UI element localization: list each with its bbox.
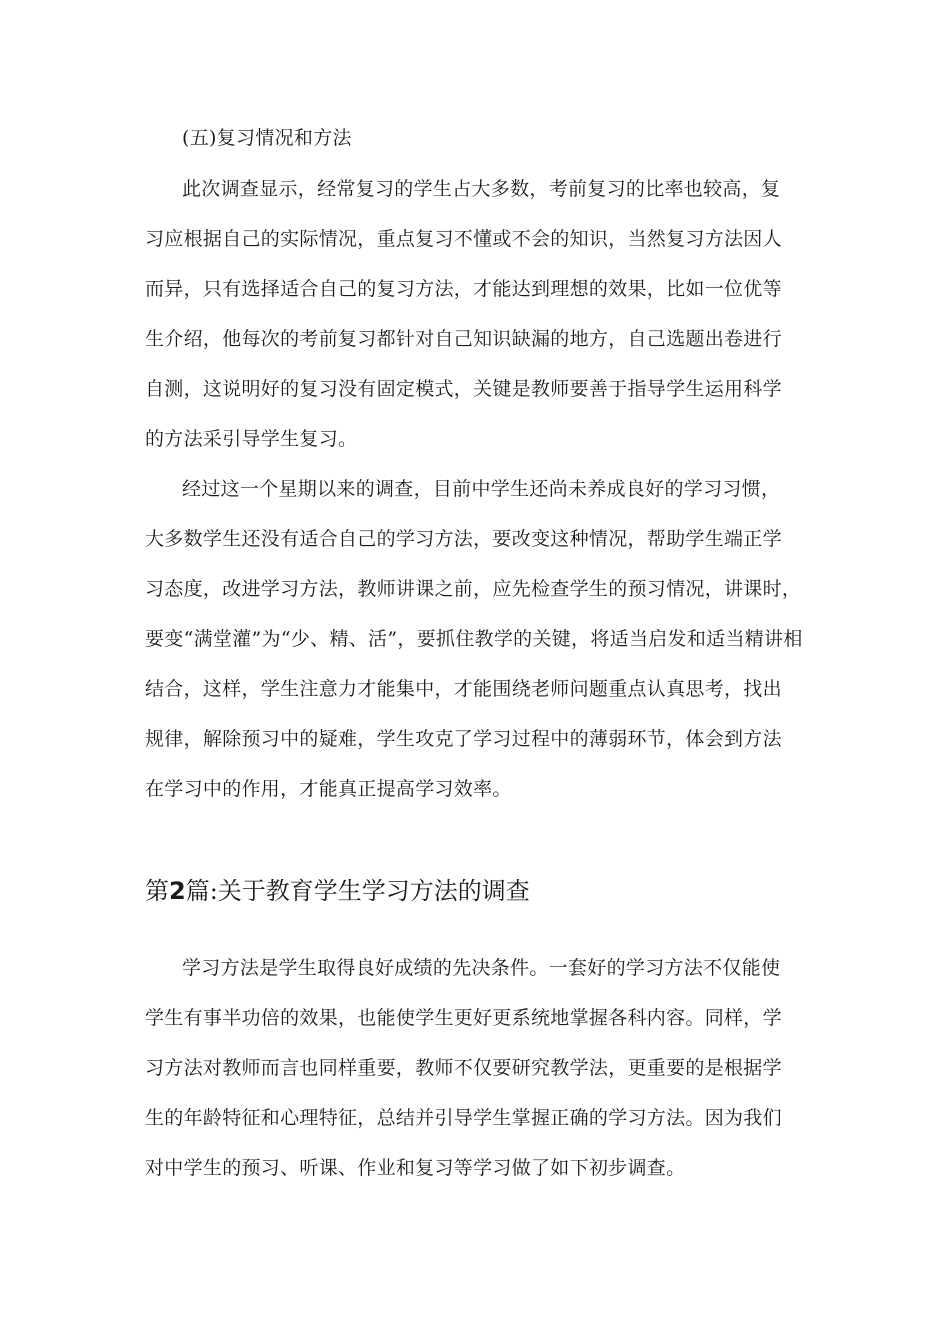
paragraph-line: 习态度，改进学习方法，教师讲课之前，应先检查学生的预习情况，讲课时， [145, 578, 802, 600]
paragraph-line: 要变“满堂灌”为“少、精、活”，要抓住教学的关键，将适当启发和适当精讲相 [145, 628, 803, 650]
paragraph-line: 结合，这样，学生注意力才能集中，才能围绕老师问题重点认真思考，找出 [145, 678, 782, 700]
paragraph-line: 习应根据自己的实际情况，重点复习不懂或不会的知识，当然复习方法因人 [145, 228, 782, 250]
section-heading: (五)复习情况和方法 [182, 127, 352, 149]
paragraph-line: 学生有事半功倍的效果，也能使学生更好更系统地掌握各科内容。同样，学 [145, 1007, 782, 1029]
chapter-title [145, 875, 530, 907]
paragraph-line: 自测，这说明好的复习没有固定模式，关键是教师要善于指导学生运用科学 [145, 378, 782, 400]
chapter-title-text: 篇:关于教育学生学习方法的调查 [185, 877, 530, 905]
chapter-title-prefix: 第 [145, 877, 169, 905]
paragraph-line: 此次调查显示，经常复习的学生占大多数，考前复习的比率也较高，复 [182, 178, 781, 200]
paragraph-line: 的方法采引导学生复习。 [145, 428, 358, 450]
paragraph-line: 生介绍，他每次的考前复习都针对自己知识缺漏的地方，自己选题出卷进行 [145, 328, 782, 350]
chapter-number: 2 [169, 877, 186, 905]
paragraph-line: 习方法对教师而言也同样重要，教师不仅要研究教学法，更重要的是根据学 [145, 1057, 782, 1079]
paragraph-line: 生的年龄特征和心理特征，总结并引导学生掌握正确的学习方法。因为我们 [145, 1107, 782, 1129]
paragraph-line: 对中学生的预习、听课、作业和复习等学习做了如下初步调查。 [145, 1157, 686, 1179]
paragraph-line: 而异，只有选择适合自己的复习方法，才能达到理想的效果，比如一位优等 [145, 278, 782, 300]
paragraph-line: 经过这一个星期以来的调查，目前中学生还尚未养成良好的学习习惯， [182, 478, 781, 500]
paragraph-line: 在学习中的作用，才能真正提高学习效率。 [145, 778, 512, 800]
paragraph-line: 学习方法是学生取得良好成绩的先决条件。一套好的学习方法不仅能使 [182, 957, 781, 979]
paragraph-line: 规律，解除预习中的疑难，学生攻克了学习过程中的薄弱环节，体会到方法 [145, 728, 782, 750]
paragraph-line: 大多数学生还没有适合自己的学习方法，要改变这种情况，帮助学生端正学 [145, 528, 782, 550]
